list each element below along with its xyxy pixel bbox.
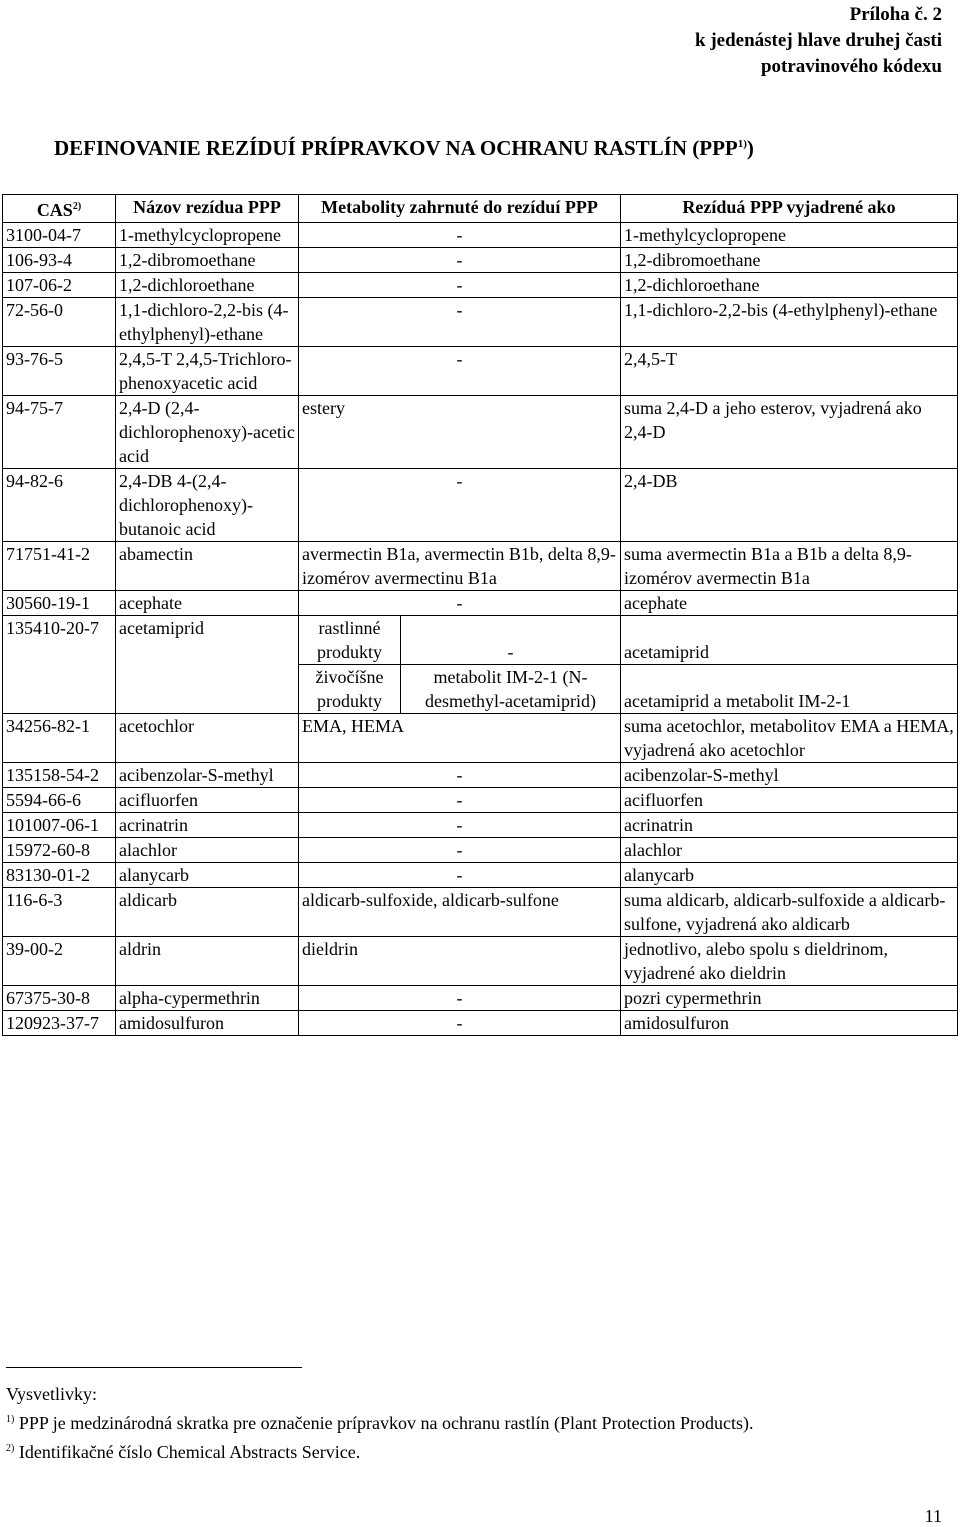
table-row xyxy=(3,888,958,937)
cas-cell: 3100-04-7 xyxy=(3,223,116,248)
metab-cell: - xyxy=(299,223,621,248)
resid-cell: 1,1-dichloro-2,2-bis (4-ethylphenyl)-ethane xyxy=(621,298,958,347)
metab-cell xyxy=(299,665,621,714)
name-cell: 2,4,5-T 2,4,5-Trichloro-phenoxyacetic acid xyxy=(116,347,299,396)
footnotes xyxy=(6,1382,753,1465)
metab-cell: - xyxy=(299,838,621,863)
metab-cell: aldicarb-sulfoxide, aldicarb-sulfone xyxy=(299,888,621,937)
metab-cell: EMA, HEMA xyxy=(299,714,621,763)
table-row xyxy=(3,298,958,347)
metab-cell: - xyxy=(299,273,621,298)
name-cell: amidosulfuron xyxy=(116,1011,299,1036)
name-cell: abamectin xyxy=(116,542,299,591)
table-row xyxy=(3,937,958,986)
document-title: DEFINOVANIE REZÍDUÍ PRÍPRAVKOV NA OCHRANU RASTLÍN (PPP$^{1)}$) xyxy=(54,136,754,160)
resid-cell: alanycarb xyxy=(621,863,958,888)
page-number: 11 xyxy=(924,1506,942,1526)
metab-cell: - xyxy=(299,863,621,888)
name-cell: 1,2-dibromoethane xyxy=(116,248,299,273)
product-type-label: rastlinné produkty xyxy=(299,616,401,664)
name-cell: alachlor xyxy=(116,838,299,863)
residue-table xyxy=(2,194,958,1036)
metab-cell: - xyxy=(299,763,621,788)
metab-cell: - xyxy=(299,298,621,347)
resid-cell: alachlor xyxy=(621,838,958,863)
name-cell: alanycarb xyxy=(116,863,299,888)
table-row xyxy=(3,616,958,665)
table-row xyxy=(3,863,958,888)
annex-header xyxy=(695,2,942,80)
resid-cell: 1,2-dichloroethane xyxy=(621,273,958,298)
table-row xyxy=(3,1011,958,1036)
table-row xyxy=(3,223,958,248)
resid-cell: suma 2,4-D a jeho esterov, vyjadrená ako 2,4-D xyxy=(621,396,958,469)
header-residue: Rezíduá PPP vyjadrené ako xyxy=(621,195,958,223)
resid-cell: 1-methylcyclopropene xyxy=(621,223,958,248)
name-cell: acifluorfen xyxy=(116,788,299,813)
footnote-2: $^{2)}$ Identifikačné číslo Chemical Abstracts Service. xyxy=(6,1442,361,1462)
cas-cell: 34256-82-1 xyxy=(3,714,116,763)
table-row xyxy=(3,813,958,838)
table-header-row xyxy=(3,195,958,223)
annex-line-3: potravinového kódexu xyxy=(760,56,942,77)
header-name: Názov rezídua PPP xyxy=(116,195,299,223)
resid-cell: 2,4,5-T xyxy=(621,347,958,396)
product-type-label: živočíšne produkty xyxy=(299,665,401,713)
table-row xyxy=(3,763,958,788)
metab-cell: - xyxy=(299,248,621,273)
header-cas: CAS$^{2)}$ xyxy=(3,195,116,223)
resid-cell: acibenzolar-S-methyl xyxy=(621,763,958,788)
cas-cell: 120923-37-7 xyxy=(3,1011,116,1036)
resid-cell: 2,4-DB xyxy=(621,469,958,542)
resid-cell: acephate xyxy=(621,591,958,616)
table-row xyxy=(3,714,958,763)
name-cell: 2,4-DB 4-(2,4-dichlorophenoxy)-butanoic acid xyxy=(116,469,299,542)
table-row xyxy=(3,838,958,863)
cas-cell: 107-06-2 xyxy=(3,273,116,298)
name-cell: acrinatrin xyxy=(116,813,299,838)
resid-cell: acetamiprid a metabolit IM-2-1 xyxy=(621,665,958,714)
name-cell: acibenzolar-S-methyl xyxy=(116,763,299,788)
metab-cell: estery xyxy=(299,396,621,469)
annex-line-2: k jedenástej hlave druhej časti xyxy=(695,30,942,51)
table-row xyxy=(3,469,958,542)
footnotes-heading: Vysvetlivky: xyxy=(6,1384,98,1404)
name-cell: aldrin xyxy=(116,937,299,986)
table-row xyxy=(3,273,958,298)
table-row xyxy=(3,986,958,1011)
table-row xyxy=(3,788,958,813)
header-metabolites: Metabolity zahrnuté do rezíduí PPP xyxy=(299,195,621,223)
cas-cell: 93-76-5 xyxy=(3,347,116,396)
table-row xyxy=(3,542,958,591)
cas-cell: 116-6-3 xyxy=(3,888,116,937)
cas-cell: 106-93-4 xyxy=(3,248,116,273)
cas-cell: 94-75-7 xyxy=(3,396,116,469)
cas-cell: 67375-30-8 xyxy=(3,986,116,1011)
cas-cell: 30560-19-1 xyxy=(3,591,116,616)
metab-value: metabolit IM-2-1 (N-desmethyl-acetamiprid) xyxy=(425,667,596,711)
metab-cell: - xyxy=(299,469,621,542)
resid-cell: suma acetochlor, metabolitov EMA a HEMA, vyjadrená ako acetochlor xyxy=(621,714,958,763)
metab-cell: avermectin B1a, avermectin B1b, delta 8,9-izomérov avermectinu B1a xyxy=(299,542,621,591)
cas-cell: 94-82-6 xyxy=(3,469,116,542)
metab-cell: - xyxy=(299,591,621,616)
footnote-1: $^{1)}$ PPP je medzinárodná skratka pre označenie prípravkov na ochranu rastlín (Plant Protection Products). xyxy=(6,1413,754,1433)
cas-cell: 72-56-0 xyxy=(3,298,116,347)
table-row xyxy=(3,591,958,616)
metab-cell: - xyxy=(299,813,621,838)
metab-value: - xyxy=(507,642,514,662)
cas-cell: 71751-41-2 xyxy=(3,542,116,591)
cas-cell: 83130-01-2 xyxy=(3,863,116,888)
footnote-divider xyxy=(6,1367,302,1368)
name-cell: acetochlor xyxy=(116,714,299,763)
name-cell: 1,2-dichloroethane xyxy=(116,273,299,298)
metab-cell: - xyxy=(299,1011,621,1036)
table-row xyxy=(3,396,958,469)
resid-cell: amidosulfuron xyxy=(621,1011,958,1036)
cas-cell: 135158-54-2 xyxy=(3,763,116,788)
metab-cell: - xyxy=(299,788,621,813)
table-row xyxy=(3,248,958,273)
resid-cell: suma aldicarb, aldicarb-sulfoxide a aldicarb-sulfone, vyjadrená ako aldicarb xyxy=(621,888,958,937)
name-cell: 2,4-D (2,4-dichlorophenoxy)-acetic acid xyxy=(116,396,299,469)
cas-cell: 39-00-2 xyxy=(3,937,116,986)
name-cell: aldicarb xyxy=(116,888,299,937)
metab-cell: - xyxy=(299,986,621,1011)
name-cell: 1,1-dichloro-2,2-bis (4-ethylphenyl)-ethane xyxy=(116,298,299,347)
resid-cell: 1,2-dibromoethane xyxy=(621,248,958,273)
cas-cell: 135410-20-7 xyxy=(3,616,116,714)
resid-cell: jednotlivo, alebo spolu s dieldrinom, vyjadrené ako dieldrin xyxy=(621,937,958,986)
name-cell: 1-methylcyclopropene xyxy=(116,223,299,248)
metab-cell: - xyxy=(299,347,621,396)
cas-cell: 101007-06-1 xyxy=(3,813,116,838)
cas-cell: 15972-60-8 xyxy=(3,838,116,863)
resid-cell: acrinatrin xyxy=(621,813,958,838)
annex-line-1: Príloha č. 2 xyxy=(849,4,942,25)
resid-cell: acifluorfen xyxy=(621,788,958,813)
metab-cell: dieldrin xyxy=(299,937,621,986)
metab-cell xyxy=(299,616,621,665)
name-cell: acephate xyxy=(116,591,299,616)
resid-cell: pozri cypermethrin xyxy=(621,986,958,1011)
table-row xyxy=(3,347,958,396)
resid-cell: acetamiprid xyxy=(621,616,958,665)
resid-cell: suma avermectin B1a a B1b a delta 8,9-izomérov avermectin B1a xyxy=(621,542,958,591)
cas-cell: 5594-66-6 xyxy=(3,788,116,813)
name-cell: alpha-cypermethrin xyxy=(116,986,299,1011)
name-cell: acetamiprid xyxy=(116,616,299,714)
